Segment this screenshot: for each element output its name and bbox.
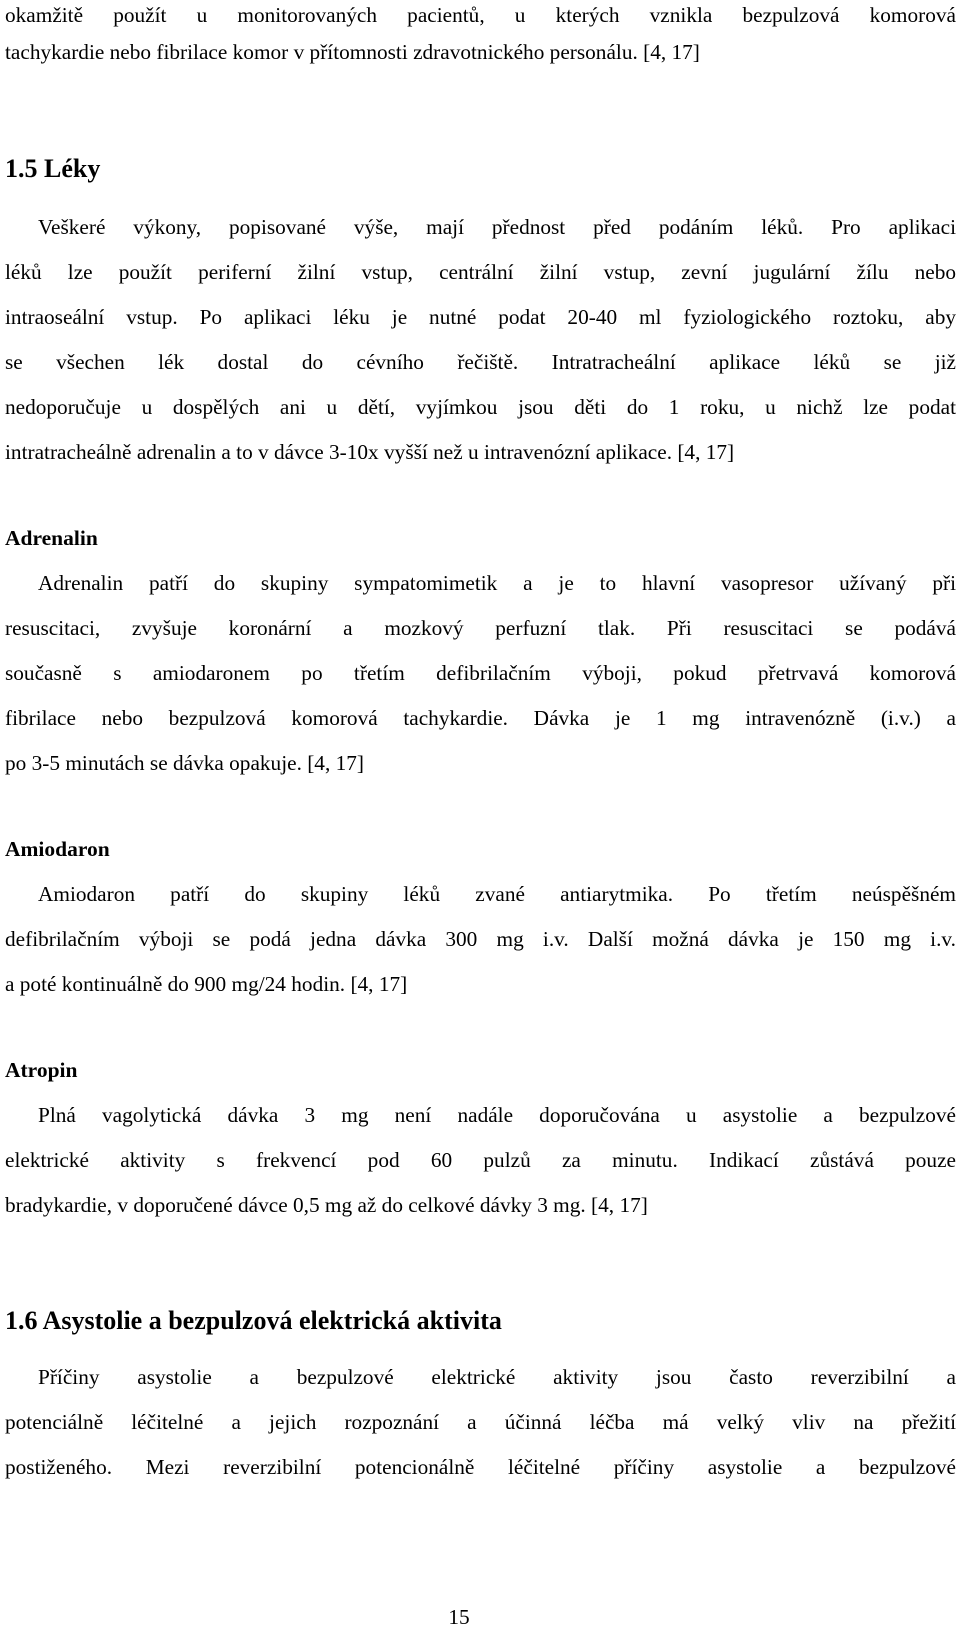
paragraph-line: tachykardie nebo fibrilace komor v přítomnosti zdravotnického personálu. [4, 17] bbox=[5, 40, 700, 64]
paragraph-line: fibrilace nebo bezpulzová komorová tachykardie. Dávka je 1 mg intravenózně (i.v.) a bbox=[5, 706, 956, 730]
paragraph-line: bradykardie, v doporučené dávce 0,5 mg až do celkové dávky 3 mg. [4, 17] bbox=[5, 1193, 648, 1217]
paragraph-line: a poté kontinuálně do 900 mg/24 hodin. [4, 17] bbox=[5, 972, 408, 996]
paragraph-line: intratracheálně adrenalin a to v dávce 3-10x vyšší než u intravenózní aplikace. [4, 17] bbox=[5, 440, 735, 464]
paragraph-line: nedoporučuje u dospělých ani u dětí, vyjímkou jsou děti do 1 roku, u nichž lze podat bbox=[5, 395, 956, 419]
paragraph-line: současně s amiodaronem po třetím defibrilačním výboji, pokud přetrvavá komorová bbox=[5, 661, 956, 685]
paragraph-line: intraoseální vstup. Po aplikaci léku je nutné podat 20-40 ml fyziologického roztoku, aby bbox=[5, 305, 956, 329]
paragraph-line: Amiodaron patří do skupiny léků zvané antiarytmika. Po třetím neúspěšném bbox=[38, 882, 956, 906]
paragraph-line: elektrické aktivity s frekvencí pod 60 pulzů za minutu. Indikací zůstává pouze bbox=[5, 1148, 956, 1172]
paragraph-line: Adrenalin patří do skupiny sympatomimetik a je to hlavní vasopresor užívaný při bbox=[38, 571, 956, 595]
paragraph-line: okamžitě použít u monitorovaných pacientů, u kterých vznikla bezpulzová komorová bbox=[5, 3, 956, 27]
section-heading: 1.6 Asystolie a bezpulzová elektrická aktivita bbox=[5, 1306, 502, 1335]
section-heading: 1.5 Léky bbox=[5, 154, 101, 183]
subsection-heading: Atropin bbox=[5, 1058, 78, 1082]
paragraph-line: Veškeré výkony, popisované výše, mají přednost před podáním léků. Pro aplikaci bbox=[38, 215, 956, 239]
paragraph-line: se všechen lék dostal do cévního řečiště. Intratracheální aplikace léků se již bbox=[5, 350, 956, 374]
paragraph-line: postiženého. Mezi reverzibilní potencionálně léčitelné příčiny asystolie a bezpulzové bbox=[5, 1455, 956, 1479]
paragraph-line: Příčiny asystolie a bezpulzové elektrické aktivity jsou často reverzibilní a bbox=[38, 1365, 956, 1389]
paragraph-line: Plná vagolytická dávka 3 mg není nadále doporučována u asystolie a bezpulzové bbox=[38, 1103, 956, 1127]
paragraph-line: resuscitaci, zvyšuje koronární a mozkový perfuzní tlak. Při resuscitaci se podává bbox=[5, 616, 956, 640]
subsection-heading: Adrenalin bbox=[5, 526, 98, 550]
paragraph-line: po 3-5 minutách se dávka opakuje. [4, 17] bbox=[5, 751, 364, 775]
paragraph-line: defibrilačním výboji se podá jedna dávka 300 mg i.v. Další možná dávka je 150 mg i.v. bbox=[5, 927, 956, 951]
subsection-heading: Amiodaron bbox=[5, 837, 110, 861]
paragraph-line: potenciálně léčitelné a jejich rozpoznání a účinná léčba má velký vliv na přežití bbox=[5, 1410, 956, 1434]
page-number: 15 bbox=[448, 1605, 470, 1629]
paragraph-line: léků lze použít periferní žilní vstup, centrální žilní vstup, zevní jugulární žílu nebo bbox=[5, 260, 956, 284]
